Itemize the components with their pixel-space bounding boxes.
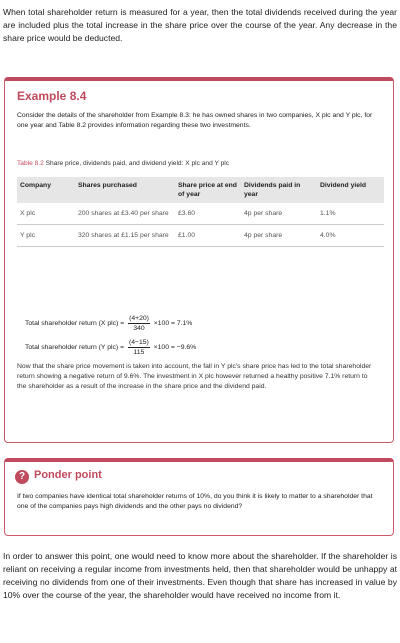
column-header: Share price at end of year [175,177,241,203]
table-cell: X plc [17,203,75,225]
denominator: 115 [133,349,145,356]
table-cell: 320 shares at £1.15 per share [75,225,175,247]
data-table [17,177,384,247]
numerator: (4+20) [129,315,149,322]
calculation-result: ×100 = 7.1% [153,320,193,327]
table-cell: Y plc [17,225,75,247]
table-header-row [17,177,384,203]
table-row [17,203,384,225]
table-caption [17,160,229,167]
column-header: Dividend yield [317,177,384,203]
fraction [128,338,150,357]
table-cell: 4.0% [317,225,384,247]
table-cell: £1.00 [175,225,241,247]
table-number: Table 8.2 [17,160,44,167]
table-cell: £3.60 [175,203,241,225]
column-header: Company [17,177,75,203]
calculation-label: Total shareholder return (Y plc) = [25,344,125,351]
table-cell: 200 shares at £3.40 per share [75,203,175,225]
example-conclusion: Now that the share price movement is taken into account, the fall in Y plc's share price has led to the total shareholder return showing a negative return of 9.6%. The investment in X plc however returned a healthy positive 7.1% return to the shareholder as a result of the increase in the share price and the dividend paid. [17,363,372,390]
ponder-text: If two companies have identical total shareholder returns of 10%, do you think it is likely to matter to a shareholder that one of the companies pays high dividends and the other pays no dividend? [17,493,373,510]
table-cell: 4p per share [241,225,317,247]
denominator: 340 [133,325,145,332]
closing-paragraph: In order to answer this point, one would need to know more about the shareholder. If the shareholder is reliant on receiving a regular income from investments held, then that shareholder would be unhappy at receiving no dividends from one of their investments. Even though that share has increased in value by 10% over the course of the year, the shareholder would have received no income from it. [3,551,397,600]
calculation-x [25,314,192,333]
fraction [128,314,150,333]
question-icon: ? [15,470,29,484]
ponder-title: Ponder point [34,469,102,481]
column-header: Shares purchased [75,177,175,203]
calculation-result: ×100 = −9.6% [153,344,197,351]
example-text: Consider the details of the shareholder from Example 8.3: he has owned shares in two companies, X plc and Y plc, for one year and Table 8.2 provides information regarding these two investments. [17,112,373,129]
example-box [4,77,394,443]
ponder-box [4,458,394,536]
table-cell: 1.1% [317,203,384,225]
table-row [17,225,384,247]
numerator: (4−15) [128,339,149,346]
calculation-y [25,338,196,357]
table-caption-text: Share price, dividends paid, and dividend yield: X plc and Y plc [45,160,230,167]
table-cell: 4p per share [241,203,317,225]
intro-paragraph: When total shareholder return is measured for a year, then the total dividends received during the year are included plus the total increase in the share price over the course of the year. Any decrease in the share price would be deducted. [3,7,397,43]
calculation-label: Total shareholder return (X plc) = [25,320,125,327]
example-title: Example 8.4 [17,89,87,103]
column-header: Dividends paid in year [241,177,317,203]
